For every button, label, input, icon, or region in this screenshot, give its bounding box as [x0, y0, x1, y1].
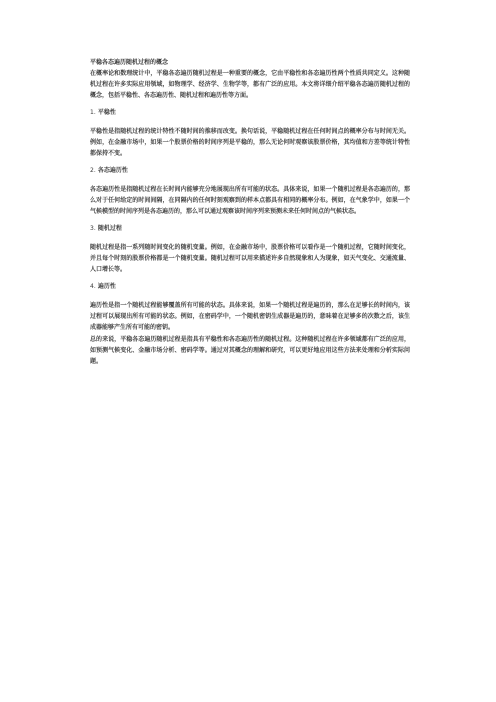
section-paragraph: 平稳性是指随机过程的统计特性不随时间的推移而改变。换句话说，平稳随机过程在任何时间点的概率分布与时间无关。例如，在金融市场中，如果一个股票价格的时间序列是平稳的，那么无论何时观察该股票价格，其均值和方差等统计特性都保持不变。 — [90, 128, 410, 157]
section-title: 各态遍历性 — [97, 167, 128, 174]
section-paragraph: 各态遍历性是指随机过程在长时间内能够充分地展现出所有可能的状态。具体来说，如果一个随机过程是各态遍历的，那么对于任何给定的时间间隔，在同隔内的任何时刻观察到的样本点都具有相同的概率分布。例如，在气象学中，如果一个气候模型的时间序列是各态遍历的，那么可以通过观察该时间序列来预测未来任何时间点的气候状态。 — [90, 186, 410, 215]
section-number: 1. — [90, 109, 96, 116]
section-title: 随机过程 — [97, 225, 122, 232]
intro-paragraph: 在概率论和数理统计中，平稳各态遍历随机过程是一种重要的概念，它由平稳性和各态遍历性两个性质共同定义。这种随机过程在许多实际应用领域，如物理学、经济学、生物学等，都有广泛的应用。本文将详细介绍平稳各态遍历随机过程的概念，包括平稳性、各态遍历性、随机过程和遍历性等方面。 — [90, 70, 410, 99]
section-heading-2 — [90, 165, 410, 176]
document-title: 平稳各态遍历随机过程的概念 — [90, 59, 169, 66]
section-heading-4 — [90, 281, 410, 292]
section-number: 4. — [90, 283, 96, 290]
section-heading-3 — [90, 223, 410, 234]
section-paragraph: 随机过程是指一系列随时间变化的随机变量。例如，在金融市场中，股票价格可以看作是一个随机过程，它随时间变化，并且每个时刻的股票价格都是一个随机变量。随机过程可以用来描述许多自然现象和人为现象，如天气变化、交通流量、人口增长等。 — [90, 244, 410, 273]
document-body — [90, 57, 410, 367]
section-title: 平稳性 — [97, 109, 116, 116]
section-title: 遍历性 — [97, 283, 116, 290]
section-number: 3. — [90, 225, 96, 232]
conclusion-paragraph: 总的来说，平稳各态遍历随机过程是指具有平稳性和各态遍历性的随机过程。这种随机过程在许多领域都有广泛的应用，如预测气候变化、金融市场分析、密码学等。通过对其概念的理解和研究，可以更好地应用这些方法来处理和分析实际问题。 — [90, 336, 410, 365]
section-heading-1 — [90, 107, 410, 118]
section-number: 2. — [90, 167, 96, 174]
section-paragraph: 遍历性是指一个随机过程能够覆盖所有可能的状态。具体来说，如果一个随机过程是遍历的，那么在足够长的时间内，该过程可以展现出所有可能的状态。例如，在密码学中，一个随机密钥生成器是遍历的，意味着在足够多的次数之后，该生成器能够产生所有可能的密钥。 — [90, 302, 410, 331]
